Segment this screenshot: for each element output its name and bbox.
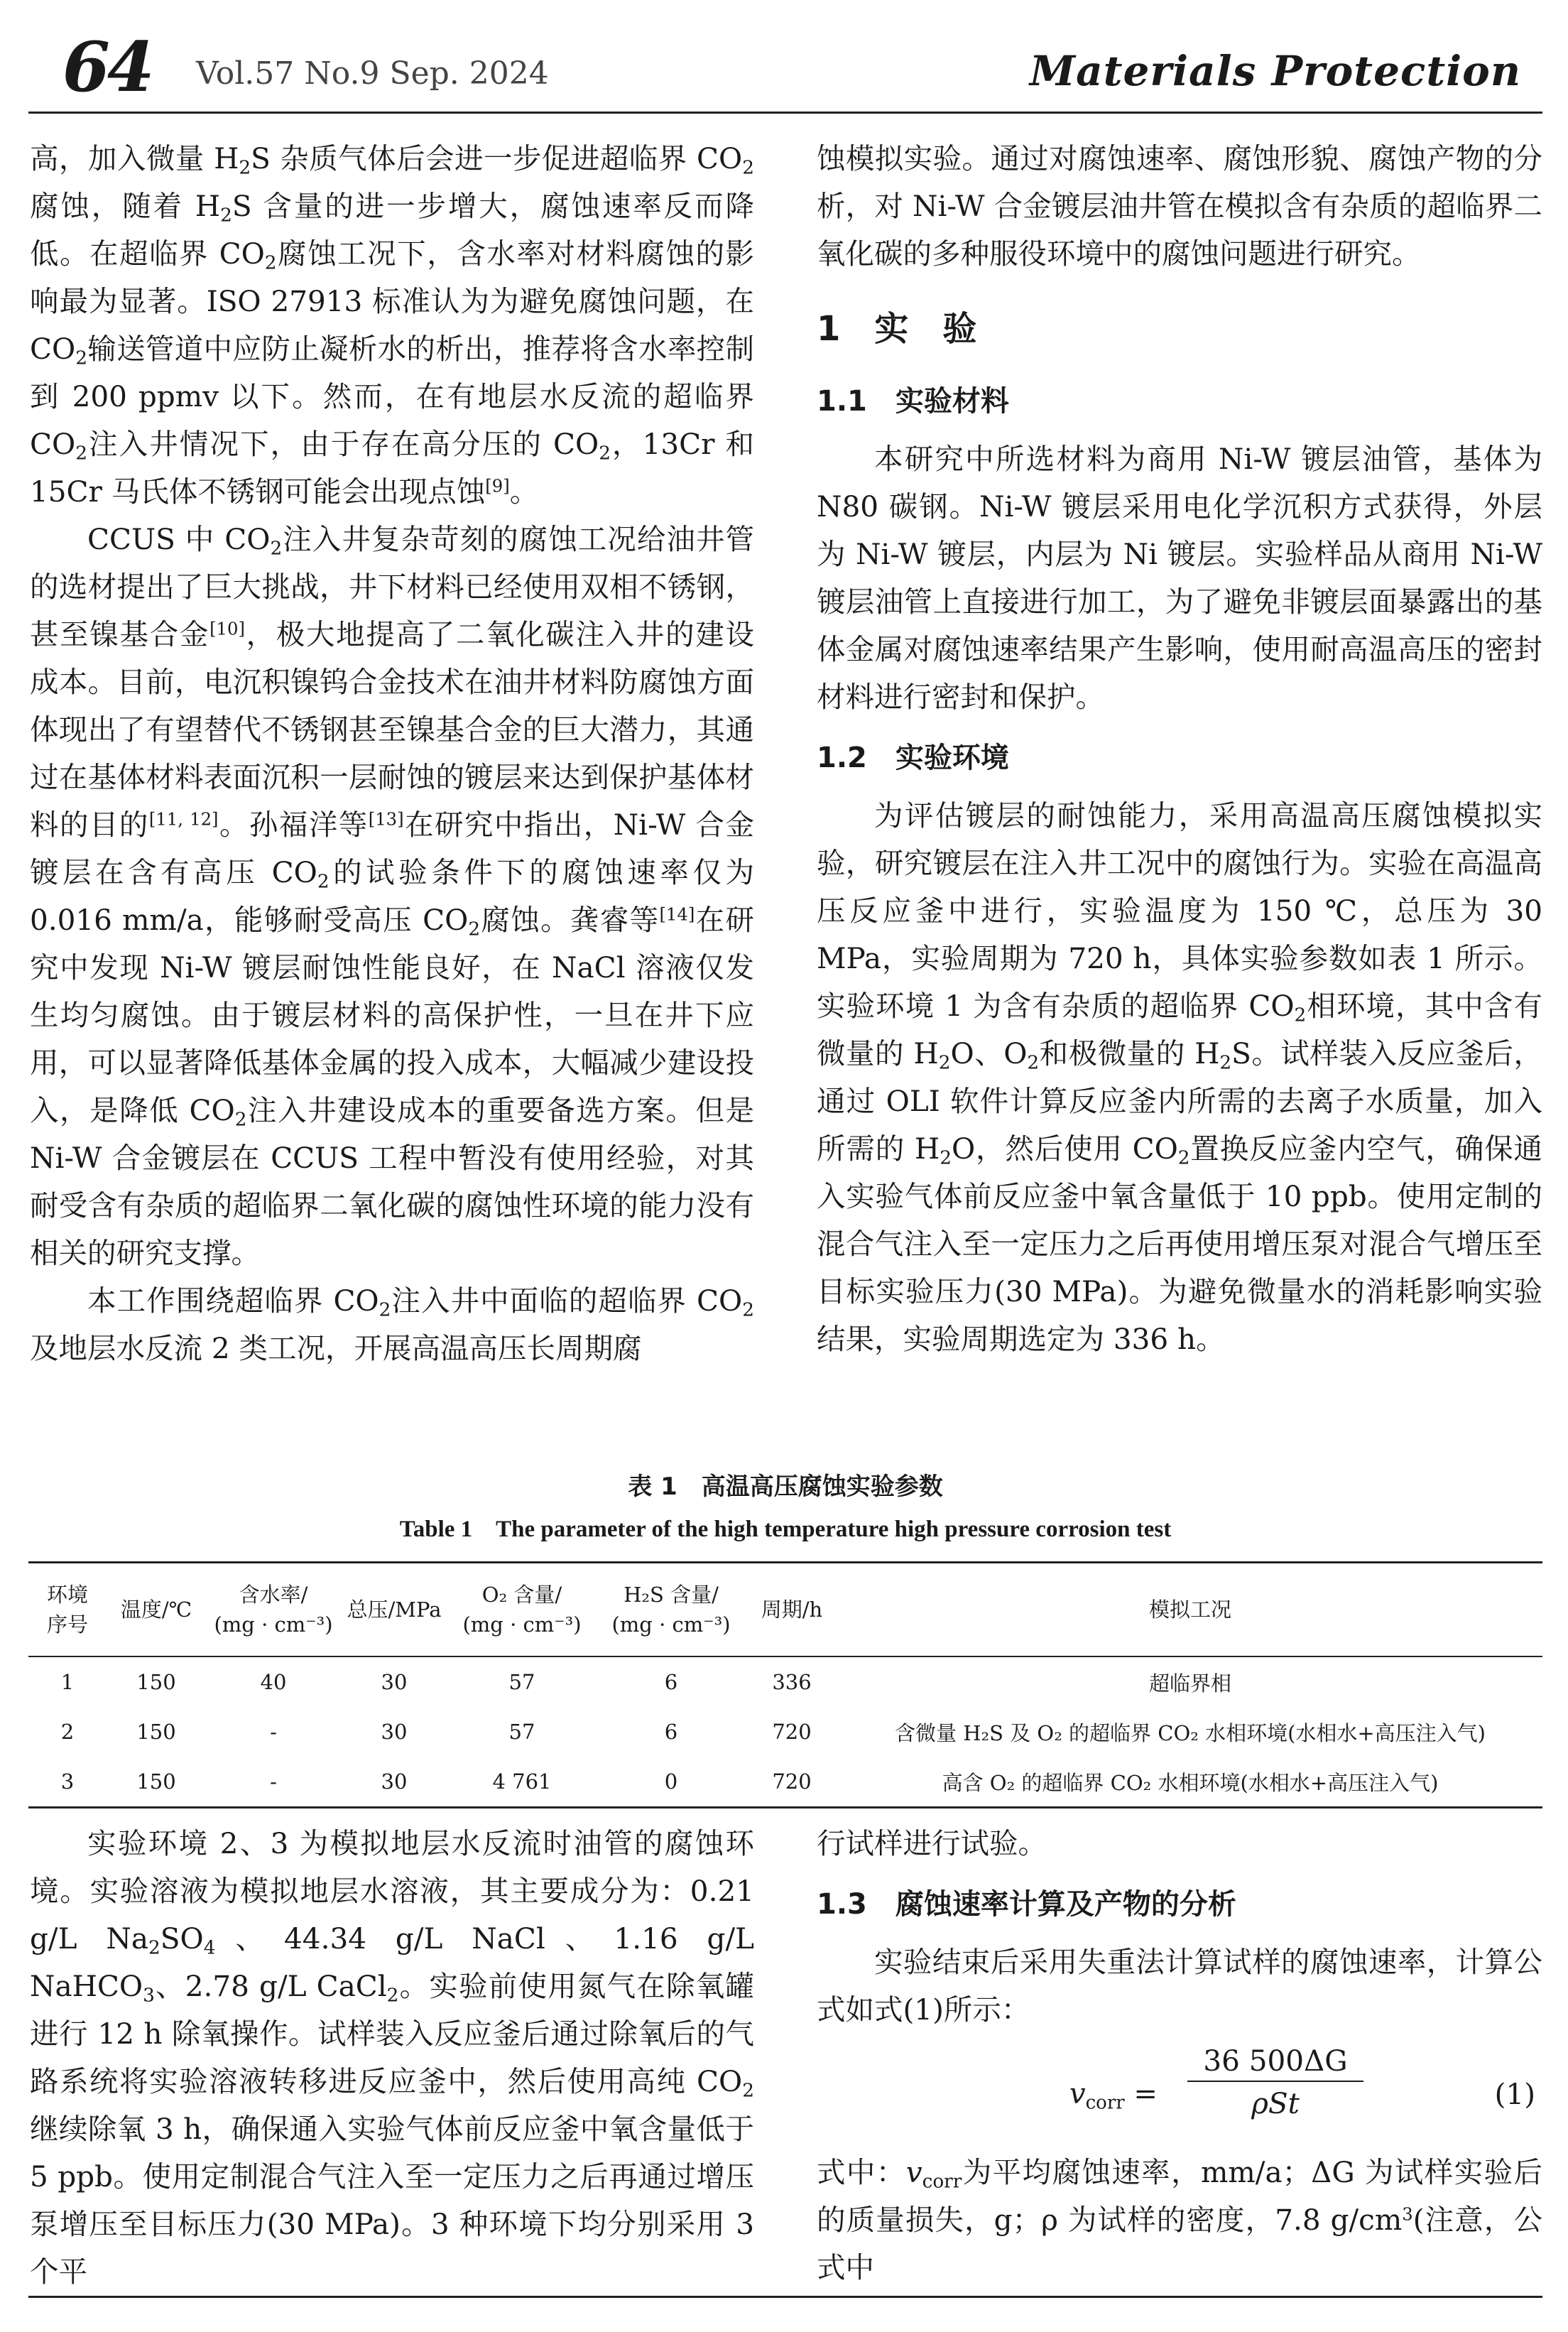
right-column-top [817,135,1542,1363]
cell-env: 2 [60,1720,75,1744]
table-title-en: Table 1 The parameter of the high temperature high pressure corrosion test [399,1517,1172,1542]
cell-env: 3 [60,1769,75,1794]
table-row [28,1656,1542,1707]
header-condition: 模拟工况 [1148,1598,1231,1622]
paragraph: 实验环境 2、3 为模拟地层水反流时油管的腐蚀环境。实验溶液为模拟地层水溶液，其主要成分为：0.21 g/L $Na_2SO_4$、44.34 g/L NaCl、1.16 g/L NaHCO$_3$、2.78 g/L CaCl$_2$。实验前使用氮气在除氧罐进行 12 h 除氧操作。试样装入反应釜后通过除氧后的气路系统将实验溶液转移进反应釜中，然后使用高纯 $CO_2$继续除氧 3 h，确保通入实验气体前反应釜中氧含量低于 5 ppb。使用定制混合气注入至一定压力之后再通过增压泵增压至目标压力(30 MPa)。3 种环境下均分别采用 3 个平 [30,1826,754,2289]
paragraph: 实验结束后采用失重法计算试样的腐蚀速率，计算公式如式(1)所示： [817,1945,1542,2027]
page-header [28,28,1542,114]
header-o2: O₂ 含量/ (mg · cm⁻³) [462,1583,582,1637]
cell-pressure: 30 [381,1720,408,1744]
subsection-heading: 1.3 腐蚀速率计算及产物的分析 [817,1888,1236,1921]
cell-o2: 57 [508,1720,535,1744]
cell-temp: 150 [136,1769,176,1794]
equation-fraction [1183,2041,1368,2125]
paragraph: 本研究中所选材料为商用 Ni-W 镀层油管，基体为 N80 碳钢。Ni-W 镀层采用电化学沉积方式获得，外层为 Ni-W 镀层，内层为 Ni 镀层。实验样品从商用 Ni-W 镀层油管上直接进行加工，为了避免非镀层面暴露出的基体金属对腐蚀速率结果产生影响，使用耐高温高压的密封材料进行密封和保护。 [817,442,1542,714]
table-row [28,1757,1542,1808]
journal-name: Materials Protection [1029,47,1521,95]
equation-number: (1) [1494,2077,1535,2111]
cell-h2s: 0 [664,1769,678,1794]
citation: [10] [209,618,245,639]
equation-denominator: ρSt [1251,2086,1300,2120]
cell-condition: 含微量 H₂S 及 O₂ 的超临界 CO₂ 水相环境(水相水+高压注入气) [894,1720,1486,1745]
equation-lhs: $v_{corr}$ = [1069,2078,1158,2114]
issue-info: Vol.57 No.9 Sep. 2024 [196,55,549,92]
subsection-heading: 1.2 实验环境 [817,742,1009,774]
citation: [14] [659,904,695,925]
table-row [28,1707,1542,1757]
citation: [9] [485,475,510,497]
header-temp: 温度/℃ [120,1598,192,1622]
cell-water: 40 [260,1670,287,1694]
cell-pressure: 30 [381,1769,408,1794]
footer-rule [28,2296,1542,2298]
cell-period: 336 [772,1670,812,1694]
cell-h2s: 6 [664,1670,678,1694]
left-column-bottom [30,1820,754,2296]
header-pressure: 总压/MPa [347,1598,442,1622]
parameter-table [28,1561,1542,1808]
left-column-top [30,135,754,1372]
paragraph: 行试样进行试验。 [817,1826,1047,1860]
cell-o2: 57 [508,1670,535,1694]
paragraph: 高，加入微量 $H_2S$ 杂质气体后会进一步促进超临界 $CO_2$腐蚀，随着 $H_2S$ 含量的进一步增大，腐蚀速率反而降低。在超临界 $CO_2$腐蚀工况下，含水率对材料腐蚀的影响最为显著。ISO 27913 标准认为为避免腐蚀问题，在 $CO_2$输送管道中应防止凝析水的析出，推荐将含水率控制到 200 ppmv 以下。然而，在有地层水反流的超临界 $CO_2$注入井情况下，由于存在高分压的 $CO_2$，13Cr 和 15Cr 马氏体不锈钢可能会出现点蚀[9]。 [30,141,754,509]
cell-o2: 4 761 [492,1769,552,1794]
equation-numerator: 36 500ΔG [1203,2044,1348,2078]
subsection-heading: 1.1 实验材料 [817,385,1009,418]
header-env: 环境 序号 [46,1583,88,1637]
paragraph: 式中：$v_{corr}$为平均腐蚀速率，mm/a；ΔG 为试样实验后的质量损失，g；ρ 为试样的密度，7.8 $g/cm^3$(注意，公式中 [817,2155,1542,2284]
citation: [11, 12] [148,808,219,830]
cell-water: - [270,1720,277,1744]
cell-h2s: 6 [664,1720,678,1744]
paragraph: 本工作围绕超临界 $CO_2$注入井中面临的超临界 $CO_2$及地层水反流 2 类工况，开展高温高压长周期腐 [30,1284,754,1365]
page-number: 64 [62,27,152,107]
header-water: 含水率/ (mg · cm⁻³) [214,1583,333,1637]
header-rule [28,112,1542,114]
cell-env: 1 [60,1670,75,1694]
cell-condition: 超临界相 [1148,1671,1231,1696]
paragraph: 为评估镀层的耐蚀能力，采用高温高压腐蚀模拟实验，研究镀层在注入井工况中的腐蚀行为。实验在高温高压反应釜中进行，实验温度为 150 ℃，总压为 30 MPa，实验周期为 720 h，具体实验参数如表 1 所示。实验环境 1 为含有杂质的超临界 $CO_2$相环境，其中含有微量的 $H_2O$、$O_2$和极微量的 $H_2S$。试样装入反应釜后，通过 OLI 软件计算反应釜内所需的去离子水质量，加入所需的 $H_2O$，然后使用 $CO_2$置换反应釜内空气，确保通入实验气体前反应釜中氧含量低于 10 ppb。使用定制的混合气注入至一定压力之后再使用增压泵对混合气增压至目标实验压力(30 MPa)。为避免微量水的消耗影响实验结果，实验周期选定为 336 h。 [817,798,1542,1356]
table-title-cn: 表 1 高温高压腐蚀实验参数 [628,1473,943,1501]
cell-condition: 高含 O₂ 的超临界 CO₂ 水相环境(水相水+高压注入气) [942,1770,1439,1795]
right-column-bottom [817,1820,1542,2292]
cell-pressure: 30 [381,1670,408,1694]
citation: [13] [368,808,404,830]
paragraph: 蚀模拟实验。通过对腐蚀速率、腐蚀形貌、腐蚀产物的分析，对 Ni-W 合金镀层油井管在模拟含有杂质的超临界二氧化碳的多种服役环境中的腐蚀问题进行研究。 [817,141,1542,271]
equation-1 [817,2037,1542,2143]
header-period: 周期/h [761,1598,823,1622]
cell-period: 720 [772,1769,812,1794]
cell-temp: 150 [136,1720,176,1744]
paragraph: CCUS 中 $CO_2$注入井复杂苛刻的腐蚀工况给油井管的选材提出了巨大挑战，井下材料已经使用双相不锈钢，甚至镍基合金[10]，极大地提高了二氧化碳注入井的建设成本。目前，电沉积镍钨合金技术在油井材料防腐蚀方面体现出了有望替代不锈钢甚至镍基合金的巨大潜力，其通过在基体材料表面沉积一层耐蚀的镀层来达到保护基体材料的目的[11, 12]。孙福洋等[13]在研究中指出，Ni-W 合金镀层在含有高压 $CO_2$的试验条件下的腐蚀速率仅为 0.016 mm/a，能够耐受高压 $CO_2$腐蚀。龚睿等[14]在研究中发现 Ni-W 镀层耐蚀性能良好，在 NaCl 溶液仅发生均匀腐蚀。由于镀层材料的高保护性，一旦在井下应用，可以显著降低基体金属的投入成本，大幅减少建设投入，是降低 $CO_2$注入井建设成本的重要备选方案。但是 Ni-W 合金镀层在 CCUS 工程中暂没有使用经验，对其耐受含有杂质的超临界二氧化碳的腐蚀性环境的能力没有相关的研究支撑。 [30,522,755,1270]
header-h2s: H₂S 含量/ (mg · cm⁻³) [611,1583,731,1637]
cell-period: 720 [772,1720,812,1744]
cell-water: - [270,1769,277,1794]
section-heading: 1 实 验 [817,309,977,349]
cell-temp: 150 [136,1670,176,1694]
table-header-row [28,1563,1542,1657]
